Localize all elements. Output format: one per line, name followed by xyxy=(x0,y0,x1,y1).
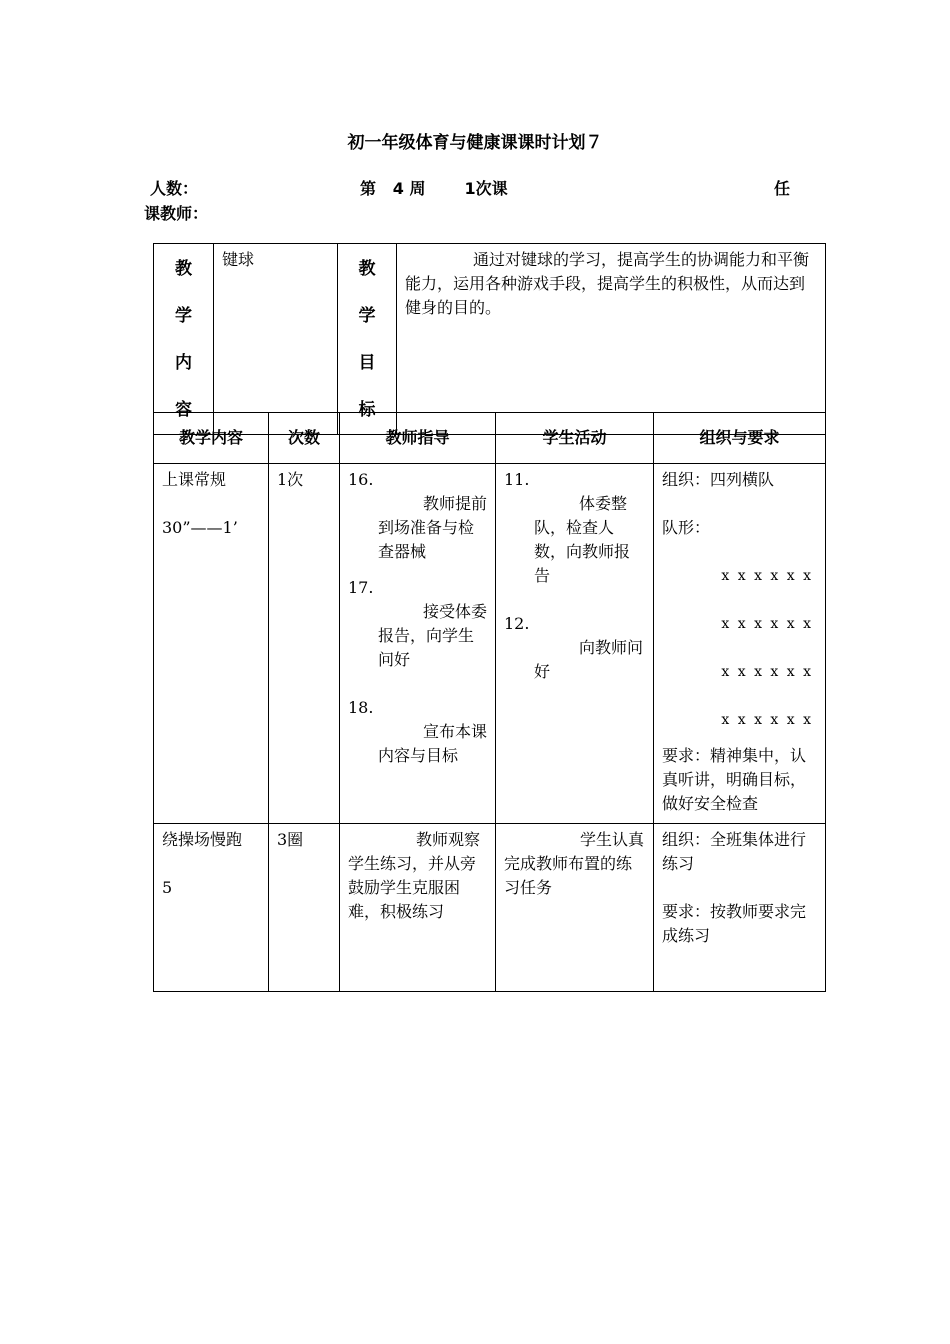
formation-row: x x x x x x xyxy=(721,616,813,632)
teacher-label-end: 课教师： xyxy=(144,204,209,223)
table-header-row xyxy=(154,413,826,464)
row2-organization: 组织：全班集体进行练习 要求：按教师要求完成练习 xyxy=(654,824,826,992)
goal-value: 通过对键球的学习，提高学生的协调能力和平衡能力，运用各种游戏手段，提高学生的积极性，从而达到健身的目的。 xyxy=(397,244,826,435)
week-number: 4 xyxy=(392,179,404,198)
formation-row: x x x x x x xyxy=(721,664,813,680)
lesson-suffix: 次课 xyxy=(475,179,508,198)
week-suffix: 周 xyxy=(409,179,426,198)
formation-row: x x x x x x xyxy=(721,568,813,584)
row1-organization: 组织：四列横队 队形： x x x x x x x x x x x x x x x x x x x x x x x x 要求：精神集中，认真听讲，明确目标，做好安全检查 xyxy=(654,464,826,824)
page-title: 初一年级体育与健康课课时计划７ xyxy=(347,133,603,153)
week-info xyxy=(360,176,508,199)
table-row xyxy=(154,464,826,824)
lesson-table xyxy=(153,412,826,992)
row1-count: 1次 xyxy=(269,464,340,824)
goal-label: 教 学 目 标 xyxy=(338,244,397,435)
people-label: 人数： xyxy=(150,179,199,198)
row2-content: 绕操场慢跑 5 xyxy=(154,824,269,992)
teacher-label-start: 任 xyxy=(774,179,791,198)
header-organization: 组织与要求 xyxy=(654,413,826,464)
row2-count: 3圈 xyxy=(269,824,340,992)
row2-teacher: 教师观察学生练习，并从旁鼓励学生克服困难，积极练习 xyxy=(340,824,496,992)
table-row xyxy=(154,824,826,992)
row1-teacher: 16. 教师提前到场准备与检查器械 17. 接受体委报告，向学生问好 18. 宣布本课内容与目标 xyxy=(340,464,496,824)
formation-row: x x x x x x xyxy=(721,712,813,728)
header-teacher: 教师指导 xyxy=(340,413,496,464)
row1-student: 11. 体委整队，检查人数，向教师报告 12. 向教师问好 xyxy=(496,464,654,824)
header-student: 学生活动 xyxy=(496,413,654,464)
row1-content: 上课常规 30”——1’ xyxy=(154,464,269,824)
week-prefix: 第 xyxy=(360,179,377,198)
content-label: 教 学 内 容 xyxy=(154,244,214,435)
lesson-number: 1 xyxy=(464,179,476,198)
row2-student: 学生认真完成教师布置的练习任务 xyxy=(496,824,654,992)
header-count: 次数 xyxy=(269,413,340,464)
header-content: 教学内容 xyxy=(154,413,269,464)
top-table xyxy=(153,243,826,435)
content-value: 键球 xyxy=(214,244,338,435)
